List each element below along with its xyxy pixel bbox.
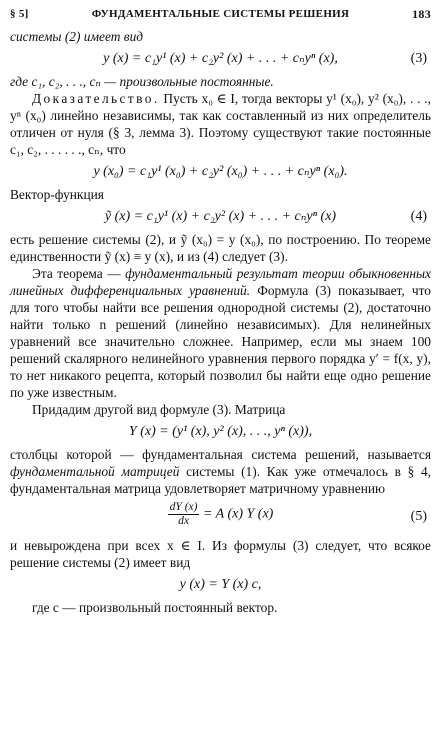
equation-5-number: (5) xyxy=(410,509,427,524)
paragraph-6-start: Эта теорема — xyxy=(32,266,126,281)
proof-text: Пусть x₀ ∈ I, тогда векторы y¹ (x₀), y² (x₀), . . ., yⁿ (x₀) линейно независимы, так как составленный из них определитель отличен от нуля (§ 3, лемма 3). Поэтому существуют такие постоянные c₁, c₂, . . . . . ., cₙ, что xyxy=(10,91,431,157)
paragraph-9: и невырождена при всех x ∈ I. Из формулы (3) следует, что всякое решение системы (2) имеет вид xyxy=(10,538,431,570)
fraction-denominator: dx xyxy=(178,515,189,527)
page-body xyxy=(10,28,431,616)
equation-3-number: (3) xyxy=(410,51,427,66)
page-number: 183 xyxy=(412,7,431,21)
section-ref: § 5] xyxy=(10,8,29,20)
paragraph-8-start: столбцы которой — фундаментальная система решений, называется xyxy=(10,447,431,462)
equation-x0-formula: y (x₀) = c₁y¹ (x₀) + c₂y² (x₀) + . . . + cₙyⁿ (x₀). xyxy=(93,164,348,179)
paragraph-5: есть решение системы (2), и ỹ (x₀) = y (x₀), по построению. По теореме единственности ỹ (x) ≡ y (x), и из (4) следует (3). xyxy=(10,232,431,264)
proof-label: Доказательство. xyxy=(32,91,160,106)
paragraph-1: системы (2) имеет вид xyxy=(10,29,144,44)
equation-5 xyxy=(10,500,431,534)
paragraph-2: где c₁, c₂, . . ., cₙ — произвольные постоянные. xyxy=(10,74,274,89)
chapter-title: ФУНДАМЕНТАЛЬНЫЕ СИСТЕМЫ РЕШЕНИЯ xyxy=(91,8,350,20)
equation-4-number: (4) xyxy=(410,209,427,224)
paragraph-8 xyxy=(10,446,431,497)
running-header xyxy=(10,6,431,22)
equation-5-fraction xyxy=(168,501,200,528)
paragraph-8-rest: системы (1). Как уже отмечалось в § 4, фундаментальная матрица удовлетворяет матричному уравнению xyxy=(10,464,432,496)
paragraph-6-italic: фундаментальный результат теории обыкновенных линейных дифференциальных уравнений. xyxy=(10,266,431,298)
equation-3 xyxy=(10,48,431,70)
equation-4 xyxy=(10,206,431,228)
equation-5-right-side: = A (x) Y (x) xyxy=(202,506,274,522)
fraction-numerator: dY (x) xyxy=(169,501,198,513)
equation-final xyxy=(10,574,431,596)
equation-4-formula: ỹ (x) = c₁y¹ (x) + c₂y² (x) + . . . + cₙyⁿ (x) xyxy=(104,209,337,224)
equation-Y-formula: Y (x) = (y¹ (x), y² (x), . . ., yⁿ (x)), xyxy=(128,424,313,439)
paragraph-8-italic: фундаментальной матрицей xyxy=(10,464,180,479)
equation-3-formula: y (x) = c₁y¹ (x) + c₂y² (x) + . . . + cₙyⁿ (x), xyxy=(103,51,338,66)
paragraph-proof xyxy=(10,90,431,158)
equation-x0 xyxy=(10,161,431,183)
paragraph-10: где c — произвольный постоянный вектор. xyxy=(32,600,278,615)
equation-Y xyxy=(10,421,431,443)
paragraph-vector-function: Вектор-функция xyxy=(10,187,104,202)
paragraph-6 xyxy=(10,265,431,401)
paragraph-6-rest: Формула (3) показывает, что для того чтобы найти все решения однородной системы (2), достаточно найти только n решений (линейно независимых). Для нелинейных уравнений все значительно сложнее. Например, если мы знаем 100 решений скалярного нелинейного уравнения первого порядка y′ = f(x, y), то нет никакого рецепта, который позволил бы найти еще одно решение по уже известным. xyxy=(10,283,431,400)
equation-final-formula: y (x) = Y (x) c, xyxy=(179,577,262,592)
equation-5-formula xyxy=(10,501,431,528)
paragraph-7: Придадим другой вид формуле (3). Матрица xyxy=(32,402,286,417)
